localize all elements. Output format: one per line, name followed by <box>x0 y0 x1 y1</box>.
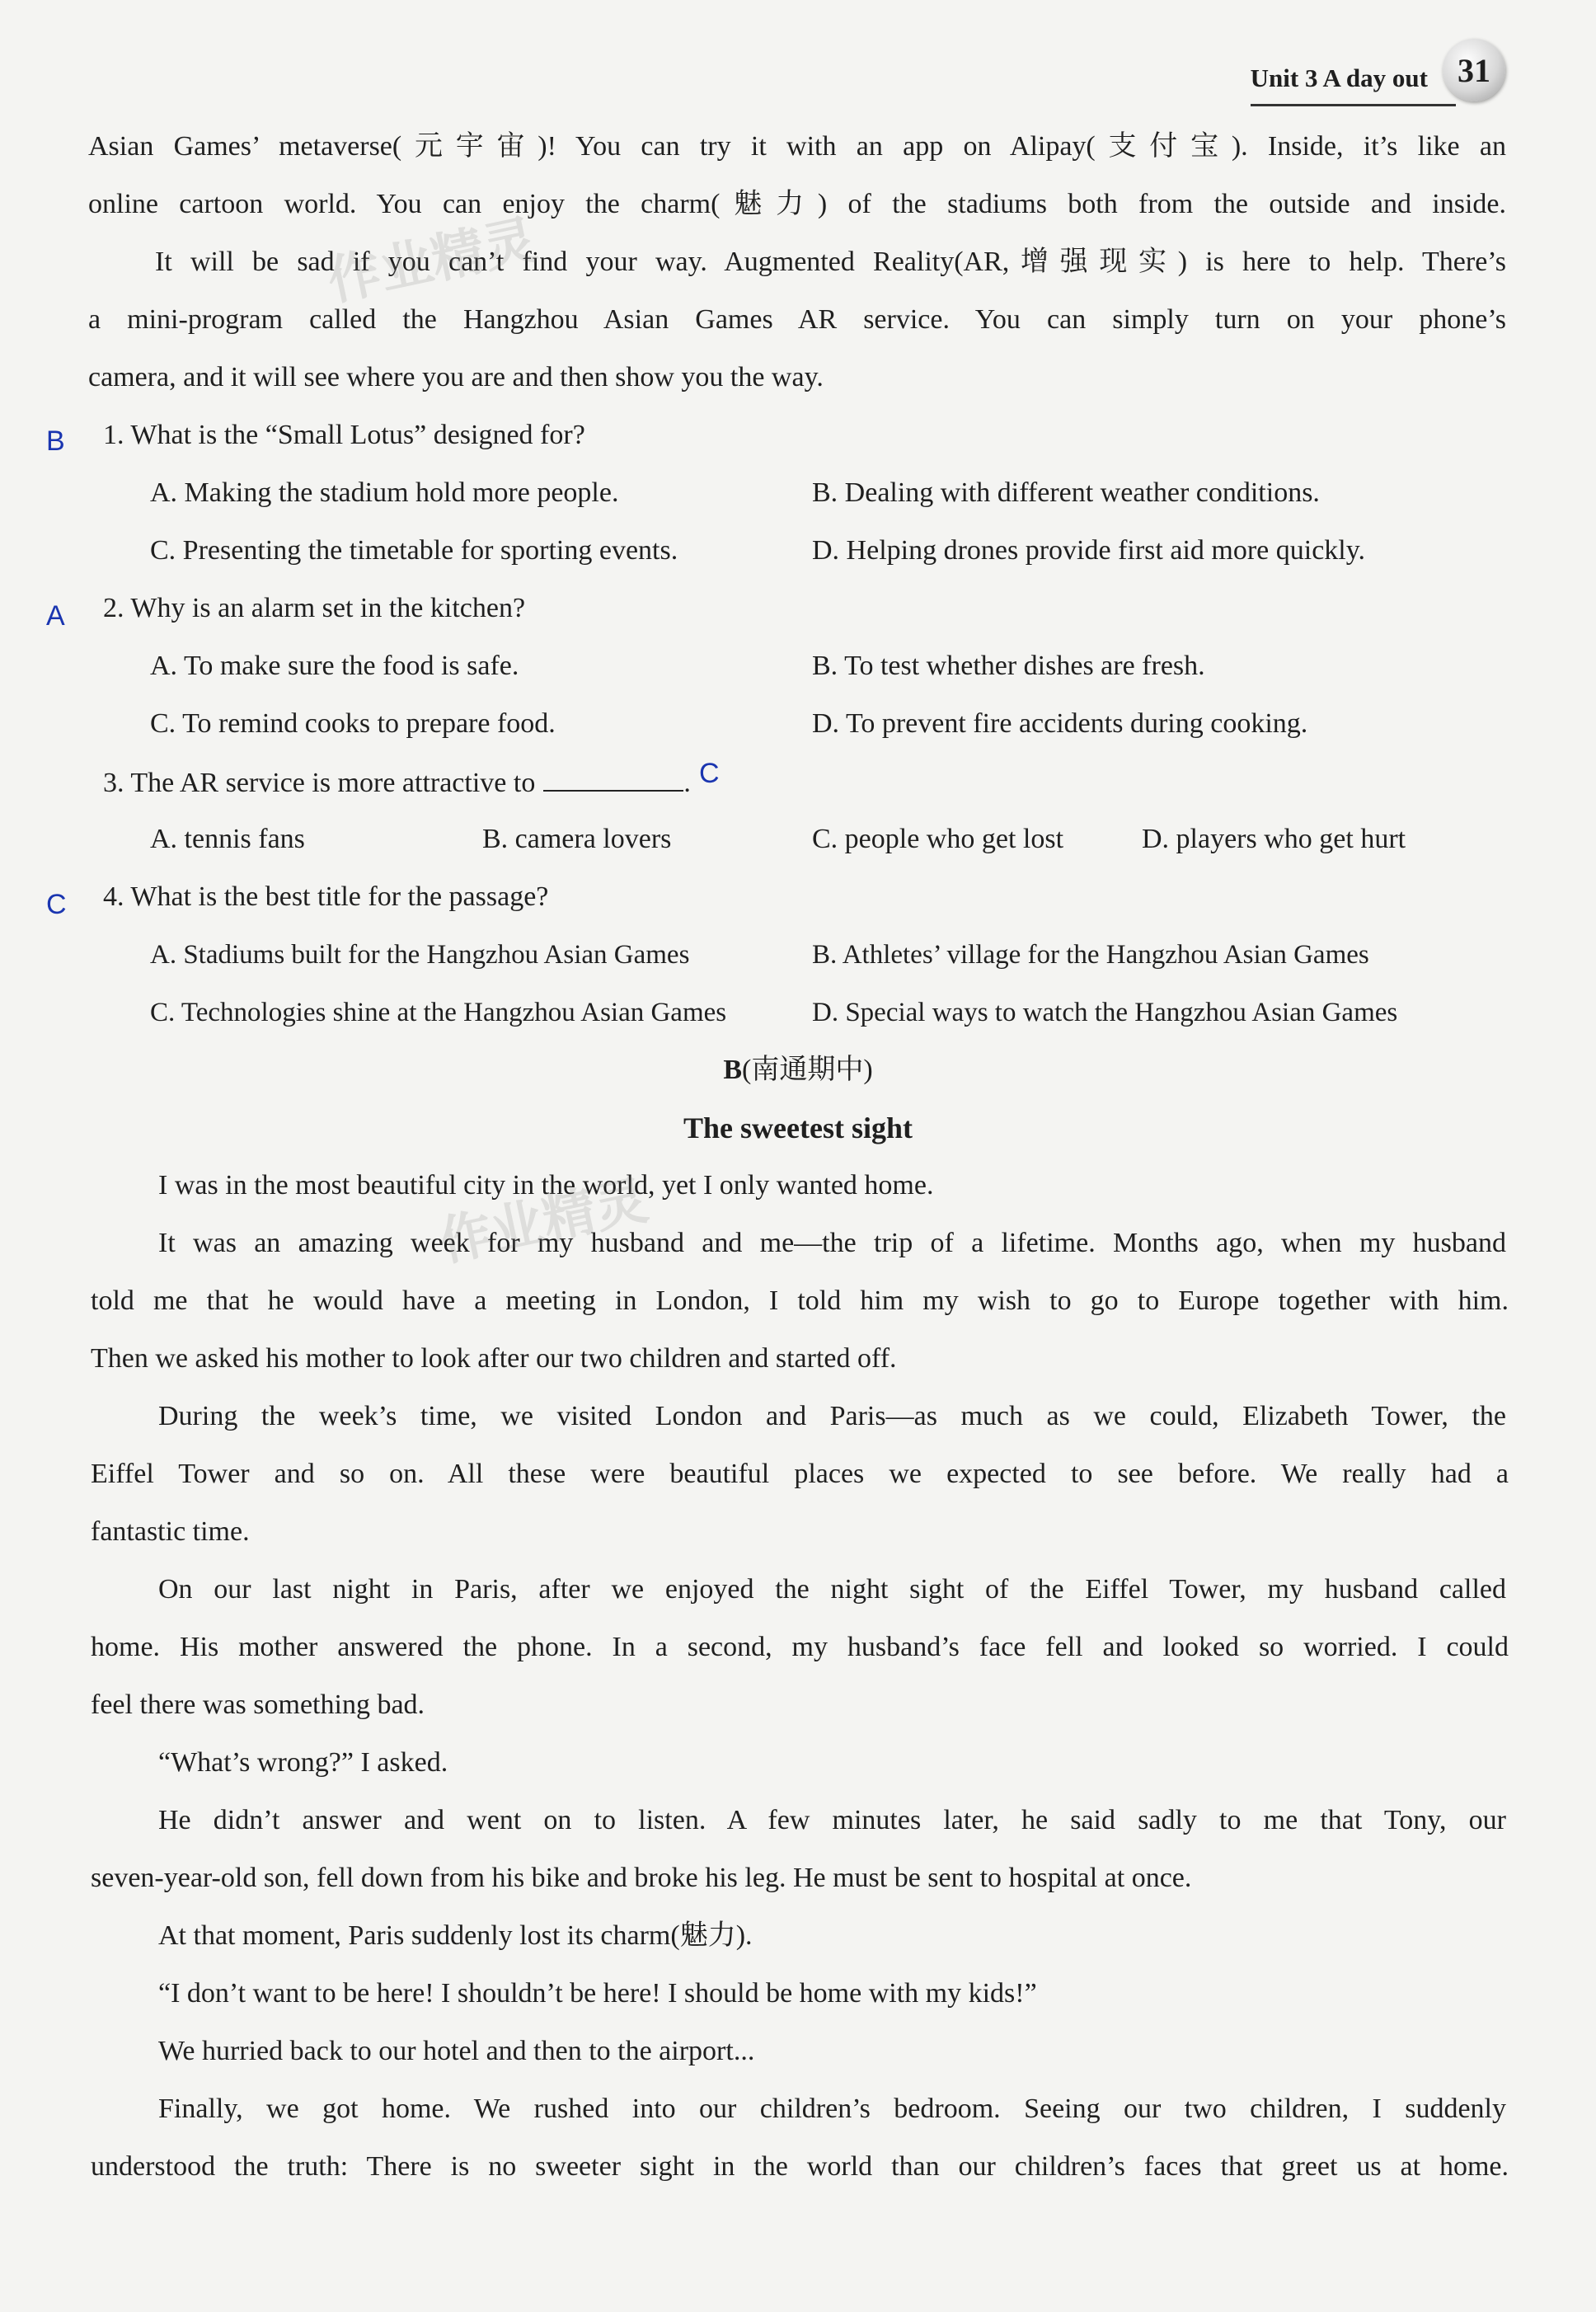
story-line: At that moment, Paris suddenly lost its charm(魅力). <box>158 1920 753 1951</box>
handwritten-answer: B <box>46 425 65 457</box>
question-stem-row <box>103 765 1521 800</box>
handwritten-answer: C <box>46 889 67 920</box>
option-b: B. Dealing with different weather conditions. <box>812 477 1320 508</box>
option-a: A. To make sure the food is safe. <box>150 651 519 681</box>
section-source: (南通期中) <box>742 1055 873 1085</box>
option-b: B. To test whether dishes are fresh. <box>812 651 1205 681</box>
question-stem: 2. Why is an alarm set in the kitchen? <box>103 593 526 623</box>
passage-a-line: It will be sad if you can’t find your way. Augmented Reality(AR,增强现实) is here to help. There’s <box>155 247 1506 277</box>
story-line: home. His mother answered the phone. In a second, my husband’s face fell and looked so worried. I could <box>91 1632 1509 1662</box>
answer-blank <box>543 765 683 792</box>
passage-a-line: Asian Games’ metaverse(元宇宙)! You can try it with an app on Alipay(支付宝). Inside, it’s like an <box>88 131 1506 162</box>
passage-a-line: online cartoon world. You can enjoy the charm(魅力) of the stadiums both from the outside and inside. <box>88 189 1506 219</box>
story-line: I was in the most beautiful city in the world, yet I only wanted home. <box>158 1170 934 1201</box>
stem-period: . <box>683 768 691 798</box>
handwritten-answer: C <box>699 758 720 789</box>
header-rule <box>1251 104 1456 106</box>
watermark: 作业精灵 <box>434 1170 654 1274</box>
page-header <box>1251 33 1505 107</box>
option-b: B. camera lovers <box>482 824 672 854</box>
question-stem: 1. What is the “Small Lotus” designed for? <box>103 420 585 450</box>
story-line: feel there was something bad. <box>91 1689 425 1720</box>
story-line: told me that he would have a meeting in London, I told him my wish to go to Europe together with him. <box>91 1285 1509 1316</box>
option-c: C. people who get lost <box>812 824 1064 854</box>
story-line: “I don’t want to be here! I shouldn’t be here! I should be home with my kids!” <box>158 1978 1037 2009</box>
story-line: He didn’t answer and went on to listen. A few minutes later, he said sadly to me that Tony, our <box>158 1805 1506 1835</box>
option-d: D. To prevent fire accidents during cooking. <box>812 708 1308 739</box>
option-d: D. players who get hurt <box>1142 824 1406 854</box>
section-label <box>0 1054 1596 1087</box>
option-a: A. Stadiums built for the Hangzhou Asian Games <box>150 940 690 970</box>
unit-title: Unit 3 A day out <box>1250 63 1428 92</box>
story-title: The sweetest sight <box>683 1111 913 1144</box>
option-a: A. tennis fans <box>150 824 305 854</box>
option-c: C. To remind cooks to prepare food. <box>150 708 556 739</box>
story-line: Finally, we got home. We rushed into our children’s bedroom. Seeing our two children, I suddenly <box>158 2093 1506 2124</box>
story-line: seven-year-old son, fell down from his bike and broke his leg. He must be sent to hospital at once. <box>91 1863 1192 1893</box>
question-stem: 4. What is the best title for the passage? <box>103 881 549 912</box>
option-d: D. Helping drones provide first aid more quickly. <box>812 535 1366 566</box>
option-b: B. Athletes’ village for the Hangzhou Asian Games <box>812 940 1369 970</box>
handwritten-answer: A <box>46 600 65 632</box>
story-line: Eiffel Tower and so on. All these were beautiful places we expected to see before. We really had a <box>91 1459 1509 1489</box>
question-stem: 3. The AR service is more attractive to <box>103 768 536 798</box>
story-line: During the week’s time, we visited London and Paris—as much as we could, Elizabeth Tower, the <box>158 1401 1506 1431</box>
watermark: 作业精灵 <box>322 209 542 313</box>
story-line: We hurried back to our hotel and then to the airport... <box>158 2036 755 2066</box>
story-line: It was an amazing week for my husband and me—the trip of a lifetime. Months ago, when my husband <box>158 1228 1506 1258</box>
page-number-badge: 31 <box>1443 39 1505 101</box>
passage-a-line: a mini-program called the Hangzhou Asian Games AR service. You can simply turn on your phone’s <box>88 304 1506 335</box>
option-a: A. Making the stadium hold more people. <box>150 477 619 508</box>
story-line: On our last night in Paris, after we enjoyed the night sight of the Eiffel Tower, my husband called <box>158 1574 1506 1605</box>
option-c: C. Technologies shine at the Hangzhou Asian Games <box>150 998 727 1027</box>
story-line: Then we asked his mother to look after our two children and started off. <box>91 1343 897 1374</box>
option-c: C. Presenting the timetable for sporting events. <box>150 535 678 566</box>
option-d: D. Special ways to watch the Hangzhou Asian Games <box>812 998 1398 1027</box>
story-line: fantastic time. <box>91 1516 250 1547</box>
story-line: understood the truth: There is no sweeter sight in the world than our children’s faces that greet us at home. <box>91 2151 1509 2182</box>
passage-a-line: camera, and it will see where you are and then show you the way. <box>88 362 824 392</box>
section-letter: B <box>723 1055 743 1085</box>
story-line: “What’s wrong?” I asked. <box>158 1747 448 1778</box>
